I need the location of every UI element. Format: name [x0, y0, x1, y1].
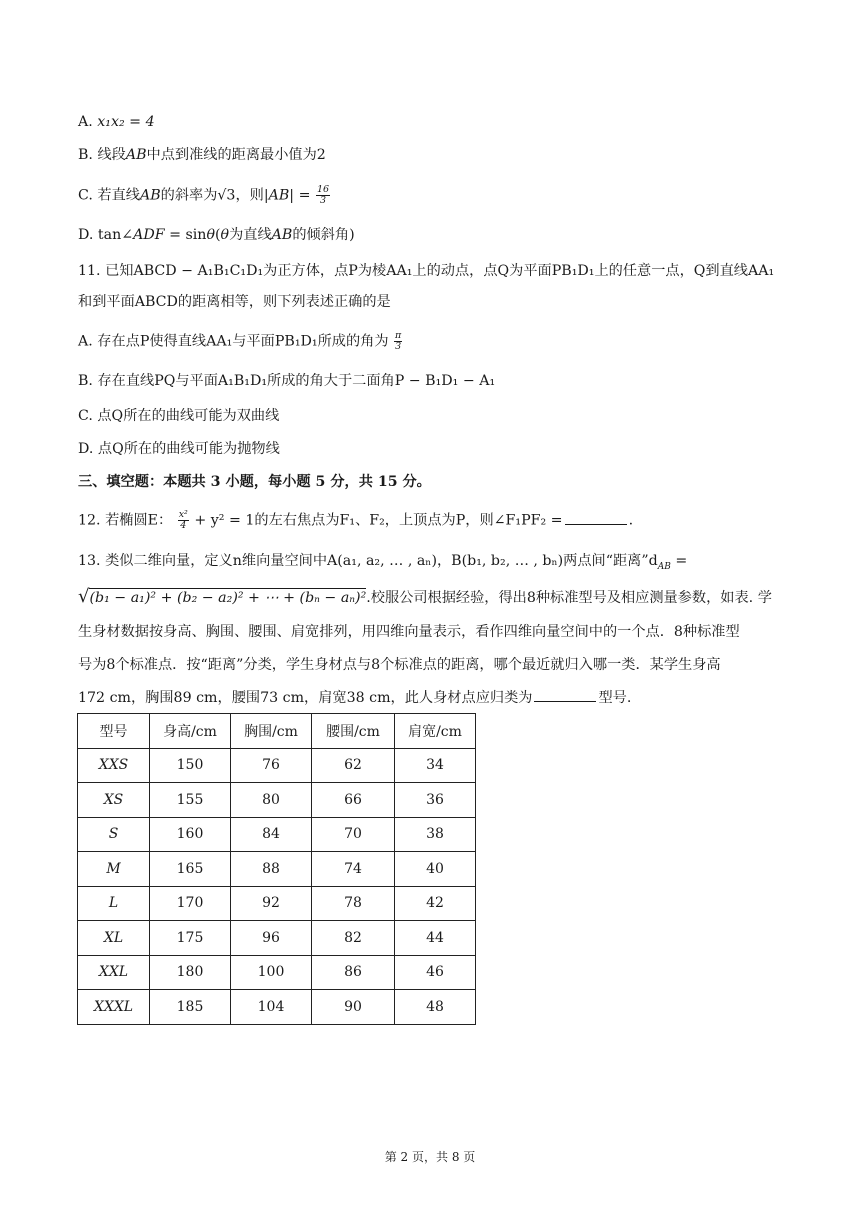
- table-cell: 36: [395, 783, 476, 818]
- table-cell: 88: [231, 852, 312, 887]
- table-cell: L: [78, 886, 150, 921]
- table-cell: XXL: [78, 955, 150, 990]
- table-cell: 150: [150, 748, 231, 783]
- fraction-pi-3: $\frac{\pi}{3}$: [395, 330, 402, 352]
- page-footer: 第 2 页，共 8 页: [384, 1150, 476, 1164]
- table-header-cell: 腰围/cm: [312, 714, 395, 749]
- answer-blank[interactable]: [565, 511, 627, 525]
- table-header-cell: 肩宽/cm: [395, 714, 476, 749]
- q13-line3: 生身材数据按身高、胸围、腰围、肩宽排列，用四维向量表示，看作四维向量空间中的一个点．8种标准型: [78, 624, 740, 640]
- table-cell: 70: [312, 817, 395, 852]
- table-cell: 86: [312, 955, 395, 990]
- table-cell: 78: [312, 886, 395, 921]
- table-cell: 185: [150, 990, 231, 1025]
- q10-option-b: B. 线段AB中点到准线的距离最小值为2: [78, 147, 326, 163]
- table-cell: 48: [395, 990, 476, 1025]
- table-cell: 74: [312, 852, 395, 887]
- table-header-cell: 身高/cm: [150, 714, 231, 749]
- table-cell: 66: [312, 783, 395, 818]
- table-row: [78, 852, 476, 887]
- table-cell: M: [78, 852, 150, 887]
- sqrt-sign: √: [78, 586, 90, 607]
- q13-line1: 13. 类似二维向量，定义n维向量空间中A(a₁, a₂, … , aₙ)，B(b₁, b₂, … , bₙ)两点间“距离$”d_{AB}$ =: [78, 553, 688, 572]
- table-row: [78, 921, 476, 956]
- table-cell: XXS: [78, 748, 150, 783]
- table-cell: 76: [231, 748, 312, 783]
- table-cell: 38: [395, 817, 476, 852]
- fraction-x2-4: $\frac{\text{x²}}{4}$: [178, 509, 188, 531]
- q11-option-d: D. 点Q所在的曲线可能为抛物线: [78, 441, 280, 457]
- q11-option-a: A. 存在点P使得直线AA₁与平面PB₁D₁所成的角为 $\frac{\pi}{3}$: [78, 330, 402, 352]
- table-cell: 82: [312, 921, 395, 956]
- q10-option-a: A. x₁x₂ = 4: [78, 114, 155, 130]
- table-cell: XS: [78, 783, 150, 818]
- table-cell: S: [78, 817, 150, 852]
- table-cell: 175: [150, 921, 231, 956]
- table-cell: 96: [231, 921, 312, 956]
- section-heading: 三、填空题：本题共 3 小题，每小题 5 分，共 15 分。: [78, 474, 431, 490]
- table-cell: 40: [395, 852, 476, 887]
- table-cell: 90: [312, 990, 395, 1025]
- table-cell: XL: [78, 921, 150, 956]
- table-cell: 62: [312, 748, 395, 783]
- table-header-cell: 胸围/cm: [231, 714, 312, 749]
- table-cell: 34: [395, 748, 476, 783]
- table-cell: 46: [395, 955, 476, 990]
- fraction-16-3: $\frac{16}{3}$: [316, 184, 330, 206]
- table-cell: 170: [150, 886, 231, 921]
- table-cell: 180: [150, 955, 231, 990]
- q11-stem-line2: 和到平面ABCD的距离相等，则下列表述正确的是: [78, 294, 391, 310]
- table-cell: XXXL: [78, 990, 150, 1025]
- q13-line4: 号为8个标准点．按“距离”分类，学生身材点与8个标准点的距离，哪个最近就归入哪一类．某学生身高: [78, 657, 721, 673]
- table-header-cell: 型号: [78, 714, 150, 749]
- table-cell: 92: [231, 886, 312, 921]
- table-row: [78, 955, 476, 990]
- q11-option-c: C. 点Q所在的曲线可能为双曲线: [78, 408, 280, 424]
- table-row: [78, 990, 476, 1025]
- q13-line5: 172 cm，胸围89 cm，腰围73 cm，肩宽38 cm，此人身材点应归类为 型号.: [78, 690, 632, 706]
- table-cell: 165: [150, 852, 231, 887]
- table-row: [78, 817, 476, 852]
- table-row: [78, 748, 476, 783]
- q13-line2: √(b₁ − a₁)² + (b₂ − a₂)² + ⋯ + (bₙ − aₙ)².校服公司根据经验，得出8种标准型号及相应测量参数，如表. 学: [78, 586, 772, 607]
- table-cell: 44: [395, 921, 476, 956]
- table-row: [78, 783, 476, 818]
- q11-stem-line1: 11. 已知ABCD − A₁B₁C₁D₁为正方体，点P为棱AA₁上的动点，点Q为平面PB₁D₁上的任意一点，Q到直线AA₁: [78, 263, 775, 279]
- size-spec-table: [77, 713, 476, 1025]
- table-header-row: [78, 714, 476, 749]
- table-cell: 104: [231, 990, 312, 1025]
- table-cell: 84: [231, 817, 312, 852]
- table-cell: 155: [150, 783, 231, 818]
- table-row: [78, 886, 476, 921]
- q10-option-d: D. tan∠ADF = sinθ(θ为直线AB的倾斜角): [78, 227, 355, 243]
- table-cell: 42: [395, 886, 476, 921]
- q12-stem: 12. 若椭圆E： $\frac{\text{x²}}{4}$ + y² = 1的左右焦点为F₁、F₂，上顶点为P，则∠F₁PF₂ = .: [78, 509, 634, 531]
- table-cell: 80: [231, 783, 312, 818]
- q11-option-b: B. 存在直线PQ与平面A₁B₁D₁所成的角大于二面角P − B₁D₁ − A₁: [78, 373, 496, 389]
- answer-blank[interactable]: [534, 688, 596, 702]
- table-cell: 160: [150, 817, 231, 852]
- q10-option-c: C. 若直线AB的斜率为√3，则|AB| = $\frac{16}{3}$: [78, 184, 330, 206]
- table-cell: 100: [231, 955, 312, 990]
